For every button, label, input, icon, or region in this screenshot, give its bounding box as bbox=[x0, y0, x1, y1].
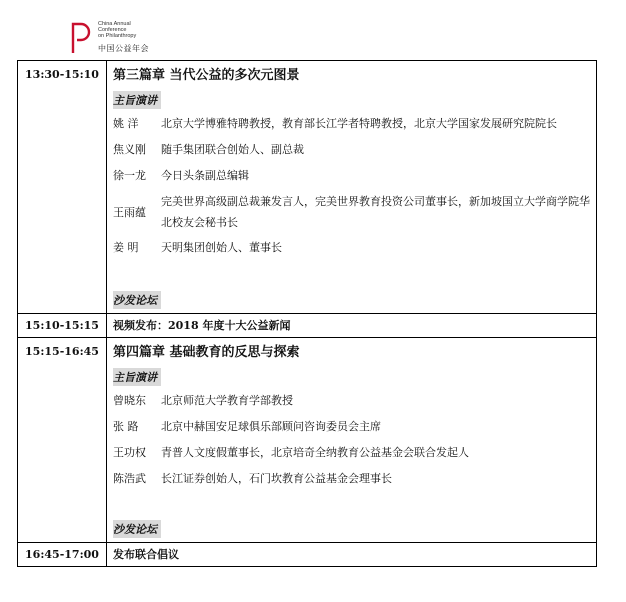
logo-english-text bbox=[98, 21, 136, 39]
content-cell bbox=[107, 314, 597, 338]
speaker-name: 姜 明 bbox=[113, 241, 139, 254]
content-cell bbox=[107, 61, 597, 314]
speaker-row bbox=[113, 416, 596, 438]
speaker-row bbox=[113, 191, 596, 233]
speaker-title: 完美世界高级副总裁兼发言人，完美世界教育投资公司董事长，新加坡国立大学商学院华北校友会秘书长 bbox=[161, 195, 590, 229]
logo-chinese-text: 中国公益年会 bbox=[98, 44, 149, 53]
speaker-name: 王雨蕴 bbox=[113, 205, 146, 219]
schedule-table bbox=[17, 60, 597, 567]
speaker-title: 长江证券创始人，石门坎教育公益基金会理事长 bbox=[161, 472, 392, 485]
speaker-title: 青普人文度假董事长，北京培奇全纳教育公益基金会联合发起人 bbox=[161, 446, 469, 459]
speaker-title: 今日头条副总编辑 bbox=[161, 169, 249, 182]
logo-line: on Philanthropy bbox=[98, 33, 137, 39]
speaker-title: 北京中赫国安足球俱乐部顾问咨询委员会主席 bbox=[161, 420, 381, 433]
logo-p-icon bbox=[70, 20, 92, 54]
schedule-row bbox=[18, 543, 597, 567]
session-text: 视频发布：2018 年度十大公益新闻 bbox=[113, 319, 291, 332]
schedule-row bbox=[18, 61, 597, 314]
speaker-row bbox=[113, 237, 596, 259]
speaker-row bbox=[113, 390, 596, 412]
content-cell bbox=[107, 543, 597, 567]
speaker-name: 徐一龙 bbox=[113, 169, 146, 182]
speaker-row bbox=[113, 468, 596, 490]
chapter-title: 第三篇章 当代公益的多次元图景 bbox=[113, 68, 300, 83]
speaker-title: 天明集团创始人、董事长 bbox=[161, 241, 282, 254]
conference-logo bbox=[70, 18, 190, 58]
chapter-title: 第四篇章 基础教育的反思与探索 bbox=[113, 345, 300, 360]
speaker-row bbox=[113, 139, 596, 161]
speaker-name: 焦义刚 bbox=[113, 143, 146, 156]
session-text: 发布联合倡议 bbox=[113, 548, 179, 561]
speaker-title: 北京大学博雅特聘教授，教育部长江学者特聘教授，北京大学国家发展研究院院长 bbox=[161, 117, 557, 130]
speaker-row bbox=[113, 442, 596, 464]
schedule-row bbox=[18, 314, 597, 338]
time-cell: 16:45-17:00 bbox=[18, 543, 107, 567]
time-cell: 13:30-15:10 bbox=[18, 61, 107, 314]
speaker-name: 陈浩武 bbox=[113, 472, 146, 485]
speaker-name: 张 路 bbox=[113, 420, 139, 433]
schedule-row bbox=[18, 338, 597, 543]
time-cell: 15:10-15:15 bbox=[18, 314, 107, 338]
speaker-name: 王功权 bbox=[113, 446, 146, 459]
content-cell bbox=[107, 338, 597, 543]
keynote-label: 主旨演讲 bbox=[113, 91, 161, 109]
time-cell: 15:15-16:45 bbox=[18, 338, 107, 543]
speaker-title: 北京师范大学教育学部教授 bbox=[161, 394, 293, 407]
logo-line: China Annual bbox=[98, 21, 131, 27]
speaker-row bbox=[113, 113, 596, 135]
forum-label: 沙发论坛 bbox=[113, 520, 161, 538]
speaker-name: 姚 洋 bbox=[113, 117, 139, 130]
speaker-name: 曾晓东 bbox=[113, 394, 146, 407]
forum-label: 沙发论坛 bbox=[113, 291, 161, 309]
keynote-label: 主旨演讲 bbox=[113, 368, 161, 386]
logo-line: Conference bbox=[98, 27, 127, 33]
speaker-row bbox=[113, 165, 596, 187]
speaker-title: 随手集团联合创始人、副总裁 bbox=[161, 143, 304, 156]
